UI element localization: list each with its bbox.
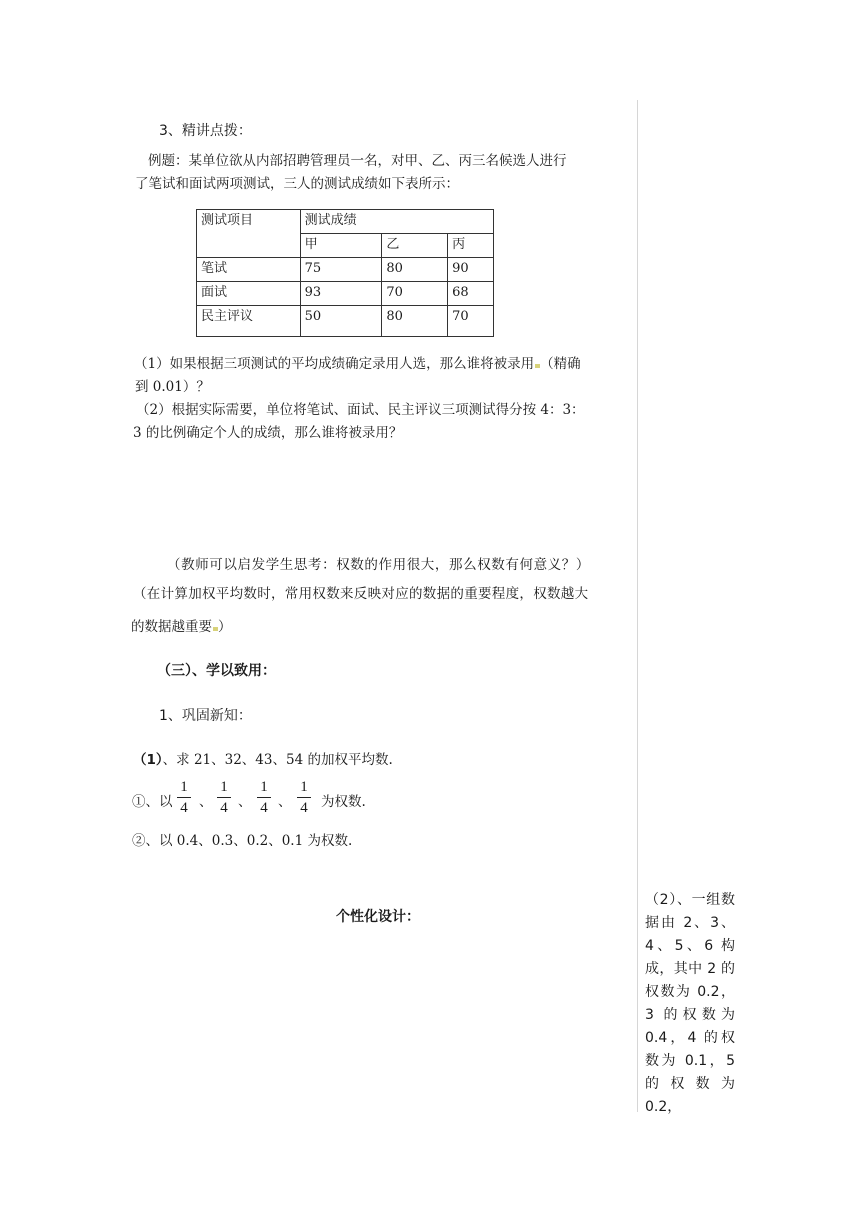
candidate-cell: 丙 [448,234,494,258]
column-divider [637,100,638,1112]
score-cell: 50 [300,306,382,337]
score-cell: 68 [448,282,494,306]
table-row [197,282,494,306]
score-cell: 70 [448,306,494,337]
fraction-weight: 1 4 [257,779,271,817]
row-item-cell: 民主评议 [197,306,301,337]
sidebar-question: （2）、一组数据由 2、3、4、5、6 构成，其中 2 的权数为 0.2，3 的权数为 0.4，4 的权数为 0.1，5 的权数为 0.2， [645,892,735,1115]
question-2-line-1: （2）根据实际需要，单位将笔试、面试、民主评议三项测试得分按 4：3： [136,402,585,418]
explain-line-1: （在计算加权平均数时，常用权数来反映对应的数据的重要程度，权数越大 [133,586,589,602]
score-cell: 80 [382,258,448,282]
score-cell: 80 [382,306,448,337]
item-1: （1）、求 21、32、43、54 的加权平均数. [133,752,393,768]
header-item-cell: 测试项目 [197,210,301,258]
row-item-cell: 笔试 [197,258,301,282]
fraction-weight: 1 4 [297,779,311,817]
score-cell: 93 [300,282,382,306]
personal-design-label: 个性化设计： [336,909,420,925]
option-1-prefix: ①、以 [132,794,173,810]
table-row [197,258,494,282]
fraction-weight: 1 4 [177,779,191,817]
score-cell: 75 [300,258,382,282]
separator: 、 [238,794,252,810]
header-scores-cell: 测试成绩 [300,210,493,234]
fraction-weight: 1 4 [217,779,231,817]
part-three-heading: （三）、学以致用： [157,663,276,679]
score-table [196,209,494,337]
section-heading: 3、精讲点拨： [159,123,252,139]
table-row [197,306,494,337]
example-line-2: 了笔试和面试两项测试，三人的测试成绩如下表所示： [135,176,459,192]
score-cell: 70 [382,282,448,306]
separator: 、 [278,794,292,810]
table-header-row [197,210,494,234]
question-1-line-2: 到 0.01）？ [135,379,210,395]
option-1-suffix: 为权数. [321,794,366,810]
question-2-line-2: 3 的比例确定个人的成绩，那么谁将被录用？ [133,425,403,441]
explain-line-2: 的数据越重要 ） [131,619,232,635]
candidate-cell: 乙 [382,234,448,258]
row-item-cell: 面试 [197,282,301,306]
question-1-line-1: （1）如果根据三项测试的平均成绩确定录用人选，那么谁将被录用 （精确 [134,356,581,372]
candidate-cell: 甲 [300,234,382,258]
option-2: ②、以 0.4、0.3、0.2、0.1 为权数. [132,833,353,849]
example-line-1: 例题：某单位欲从内部招聘管理员一名，对甲、乙、丙三名候选人进行 [148,153,567,169]
score-cell: 90 [448,258,494,282]
separator: 、 [199,794,213,810]
consolidate-heading: 1、巩固新知： [159,708,252,724]
teacher-note: （教师可以启发学生思考：权数的作用很大，那么权数有何意义？） [167,557,590,573]
